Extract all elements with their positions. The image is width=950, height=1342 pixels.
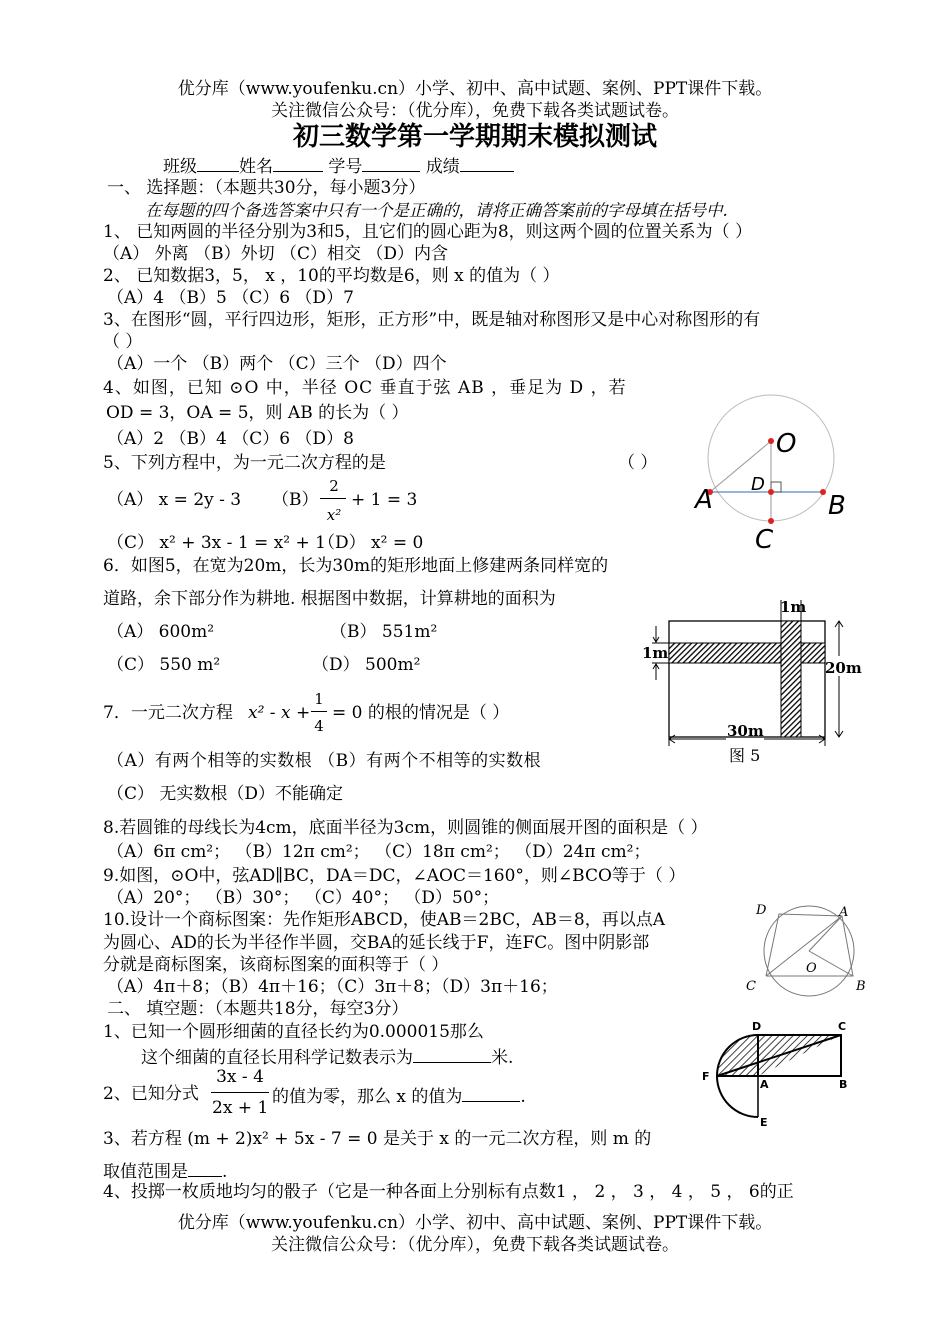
q3-stem-2: （ ） [103, 332, 143, 352]
id-blank[interactable] [362, 153, 420, 172]
q7-fraction-numerator: 1 [314, 690, 324, 708]
q10-label-d: D [752, 1020, 762, 1033]
q6-field-figure [636, 596, 862, 768]
q9-options: （A）20°； （B）30°； （C）40°； （D）50°； [107, 888, 500, 908]
q10-lower-arc [717, 1076, 758, 1117]
q10-options: （A）4π＋8；（B）4π＋16；（C）3π＋8；（D）3π＋16； [107, 977, 558, 997]
q9-label-b: B [856, 979, 866, 994]
f1-line-2-text: 这个细菌的直径长用科学记数表示为 [141, 1048, 413, 1068]
q8-options: （A）6π cm²； （B）12π cm²； （C）18π cm²； （D）24π cm²； [107, 842, 651, 862]
f1-line-2-end: 米. [491, 1048, 514, 1068]
q6-option-a: （A） 600m² [107, 622, 215, 642]
q6-label-left: 1m [642, 644, 669, 662]
q8-stem: 8.若圆锥的母线长为4cm，底面半径为3cm，则圆锥的侧面展开图的面积是（ ） [103, 818, 708, 838]
q1-stem: 1、 已知两圆的半径分别为3和5，且它们的圆心距为8，则这两个圆的位置关系为（ ） [103, 222, 753, 242]
q4-stem-2: OD = 3，OA = 5，则 AB 的长为（ ） [106, 403, 409, 423]
q4-point-b [820, 489, 826, 495]
q5-option-a: （A） x = 2y - 3 [107, 490, 242, 510]
q6-field-rect [669, 621, 825, 737]
q9-label-o: O [806, 961, 817, 976]
q4-label-c: C [755, 525, 774, 555]
q10-label-c: C [838, 1020, 847, 1033]
q10-line-1: 10.设计一个商标图案：先作矩形ABCD，使AB＝2BC，AB＝8，再以点A [103, 910, 666, 930]
f1-line-1: 1、已知一个圆形细菌的直径长约为0.000015那么 [103, 1022, 484, 1042]
q6-option-d: （D） 500m² [312, 655, 421, 675]
f1-line-2 [141, 1044, 513, 1069]
q3-stem: 3、在图形“圆，平行四边形，矩形，正方形”中，既是轴对称图形又是中心对称图形的有 [103, 310, 761, 330]
q7-options-2: （C） 无实数根（D）不能确定 [107, 784, 344, 804]
header-line-1: 优分库（www.youfenku.cn）小学、初中、高中试题、案例、PPT课件下载。 [177, 79, 773, 99]
q4-circle-figure [690, 378, 860, 555]
footer-line-2: 关注微信公众号：（优分库），免费下载各类试题试卷。 [271, 1235, 679, 1255]
q10-line-2: 为圆心、AD的长为半径作半圆，交BA的延长线于F，连FC。图中阴影部 [103, 933, 650, 953]
q6-height-arrow [835, 621, 843, 737]
q6-stem-2: 道路，余下部分作为耕地. 根据图中数据，计算耕地的面积为 [103, 589, 556, 609]
q6-label-right: 20m [825, 659, 862, 677]
f2-fraction-bar [211, 1092, 269, 1093]
q1-options: （A） 外离 （B）外切 （C）相交 （D）内含 [103, 244, 449, 264]
student-info [163, 153, 514, 178]
q6-label-bottom: 30m [727, 722, 764, 740]
q4-label-d: D [751, 474, 765, 495]
q5-stem: 5、下列方程中，为一元二次方程的是 [103, 453, 386, 473]
f3-line-2-end: . [222, 1162, 228, 1182]
section1-instruction: 在每题的四个备选答案中只有一个是正确的，请将正确答案前的字母填在括号中. [145, 201, 728, 220]
f4-line-1: 4、投掷一枚质地均匀的骰子（它是一种各面上分别标有点数1 ， 2 ， 3 ， 4 ， 5 ， 6的正 [103, 1182, 794, 1202]
f3-line-1: 3、若方程 (m + 2)x² + 5x - 7 = 0 是关于 x 的一元二次方程，则 m 的 [103, 1129, 652, 1149]
q6-horizontal-road [669, 643, 825, 663]
section1-heading: 一、 选择题：（本题共30分，每小题3分） [107, 178, 426, 198]
q9-label-c: C [746, 979, 756, 994]
f3-line-2-text: 取值范围是 [103, 1162, 188, 1182]
q4-label-a: A [695, 485, 713, 515]
f2-pre: 2、已知分式 [103, 1084, 199, 1104]
q10-label-a: A [760, 1078, 769, 1091]
q5-answer-paren: （ ） [618, 453, 658, 473]
section2-heading: 二、 填空题：（本题共18分，每空3分） [107, 999, 409, 1019]
header-line-2: 关注微信公众号：（优分库），免费下载各类试题试卷。 [271, 101, 679, 121]
id-label: 学号 [328, 157, 363, 177]
f1-blank[interactable] [413, 1044, 491, 1063]
q4-point-d [768, 489, 774, 495]
f2-denominator: 2x + 1 [212, 1098, 269, 1118]
f2-post-text: 的值为零，那么 x 的值为 [272, 1087, 463, 1107]
q5-option-b-eq: + 1 = 3 [351, 490, 418, 510]
f3-blank[interactable] [188, 1158, 222, 1177]
q10-hatched-triangle [758, 1035, 841, 1076]
score-blank[interactable] [460, 153, 514, 172]
q6-option-b: （B） 551m² [330, 622, 438, 642]
f2-end: . [520, 1087, 526, 1107]
q5-fraction-bar [320, 498, 346, 499]
q6-label-top: 1m [780, 598, 807, 616]
f2-numerator: 3x - 4 [216, 1067, 264, 1087]
name-label: 姓名 [239, 157, 273, 177]
q3-options: （A）一个 （B）两个 （C）三个 （D）四个 [107, 354, 447, 374]
name-blank[interactable] [273, 153, 323, 172]
q2-options: （A）4 （B）5 （C）6 （D）7 [107, 288, 354, 308]
q4-label-b: B [828, 491, 846, 521]
q10-label-f: F [702, 1070, 710, 1083]
q5-option-b-denominator: x² [326, 506, 342, 524]
q9-circle-figure [742, 902, 872, 998]
footer-line-1: 优分库（www.youfenku.cn）小学、初中、高中试题、案例、PPT课件下载。 [177, 1213, 773, 1233]
page-title: 初三数学第一学期期末模拟测试 [292, 122, 657, 152]
q7-options-1: （A）有两个相等的实数根 （B）有两个不相等的实数根 [107, 751, 542, 771]
q7-stem-post: = 0 的根的情况是（ ） [332, 703, 510, 723]
q2-stem: 2、 已知数据3，5， x ，10的平均数是6，则 x 的值为（ ） [103, 266, 560, 286]
q5-option-b-label: （B） [272, 490, 319, 510]
q4-options: （A）2 （B）4 （C）6 （D）8 [107, 429, 354, 449]
q7-stem-expr: x² - x + [248, 703, 311, 723]
q6-stem: 6．如图5，在宽为20m，长为30m的矩形地面上修建两条同样宽的 [103, 556, 609, 576]
score-label: 成绩 [425, 157, 460, 177]
f2-blank[interactable] [462, 1083, 520, 1102]
q5-option-c: （C） x² + 3x - 1 = x² + 1 [107, 533, 326, 553]
q9-stem: 9.如图，⊙O中，弦AD∥BC，DA＝DC，∠AOC＝160°，则∠BCO等于（ ） [103, 866, 686, 886]
q4-point-c [768, 518, 774, 524]
q10-label-b: B [839, 1078, 848, 1091]
q4-stem: 4、如图，已知 ⊙O 中，半径 OC 垂直于弦 AB ，垂足为 D ，若 [103, 378, 627, 398]
f3-line-2 [103, 1158, 227, 1183]
q9-diagonal [766, 916, 842, 976]
q9-label-a: A [839, 905, 849, 920]
q5-option-d: （D） x² = 0 [318, 533, 424, 553]
q7-stem-pre: 7．一元二次方程 [103, 703, 233, 723]
q6-vertical-road [781, 621, 801, 737]
q7-fraction-bar [311, 711, 327, 712]
q4-point-o [768, 438, 774, 444]
q10-logo-figure [696, 1012, 856, 1134]
q6-option-c: （C） 550 m² [107, 655, 221, 675]
q9-label-d: D [756, 903, 767, 918]
class-label: 班级 [163, 157, 197, 177]
f2-post [272, 1083, 526, 1108]
q9-radius-oa [809, 916, 842, 951]
q4-label-o: O [776, 429, 797, 459]
class-blank[interactable] [197, 153, 239, 172]
q7-fraction-denominator: 4 [314, 717, 324, 735]
q5-option-b-numerator: 2 [329, 477, 339, 495]
q10-line-3: 分就是商标图案，该商标图案的面积等于（ ） [103, 955, 449, 975]
q6-caption: 图 5 [729, 746, 761, 765]
q10-label-e: E [760, 1116, 768, 1129]
